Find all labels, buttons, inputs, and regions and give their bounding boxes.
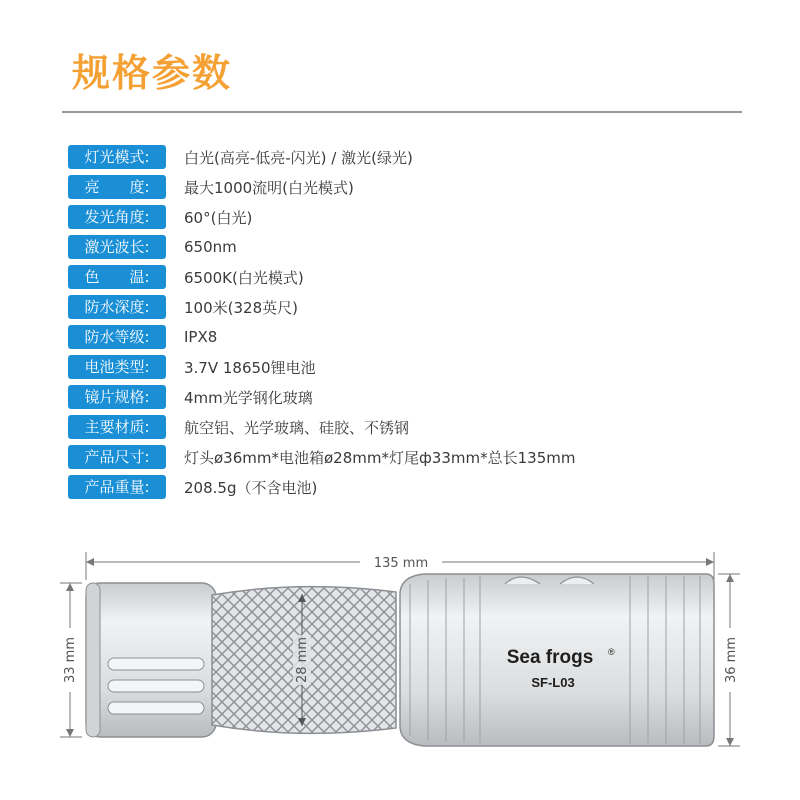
brand-logo: Sea frogs: [506, 647, 594, 668]
spec-value: 3.7V 18650锂电池: [184, 358, 316, 377]
body-diameter-label: 28 mm: [295, 636, 310, 684]
brand-registered-mark: ®: [608, 647, 615, 657]
spec-label: 主要材质:: [68, 415, 166, 439]
spec-label: 产品重量:: [68, 475, 166, 499]
spec-value: 4mm光学钢化玻璃: [184, 388, 313, 407]
spec-row: [68, 382, 748, 412]
spec-label: 电池类型:: [68, 355, 166, 379]
spec-row: [68, 172, 748, 202]
spec-row: [68, 472, 748, 502]
spec-row: [68, 232, 748, 262]
spec-value: 最大1000流明(白光模式): [184, 178, 354, 197]
spec-row: [68, 442, 748, 472]
head-diameter-dimension: [718, 574, 740, 746]
length-label: 135 mm: [373, 556, 429, 571]
spec-label: 色 温:: [68, 265, 166, 289]
tail-diameter-dimension: [60, 583, 82, 737]
spec-label: 防水等级:: [68, 325, 166, 349]
spec-value: 白光(高亮-低亮-闪光) / 激光(绿光): [184, 148, 413, 167]
model-label: SF-L03: [531, 675, 575, 690]
spec-label: 激光波长:: [68, 235, 166, 259]
head-diameter-label: 36 mm: [724, 636, 739, 684]
spec-label: 亮 度:: [68, 175, 166, 199]
spec-value: 航空铝、光学玻璃、硅胶、不锈钢: [184, 418, 410, 437]
tail-cap: [86, 583, 216, 737]
title-divider: [62, 111, 742, 113]
spec-row: [68, 202, 748, 232]
battery-body: [212, 587, 396, 734]
spec-value: 100米(328英尺): [184, 298, 298, 317]
spec-value: IPX8: [184, 328, 218, 346]
spec-row: [68, 322, 748, 352]
spec-value: 灯头ø36mm*电池箱ø28mm*灯尾ф33mm*总长135mm: [184, 448, 576, 467]
spec-value: 6500K(白光模式): [184, 268, 304, 287]
spec-row: [68, 262, 748, 292]
spec-value: 650nm: [184, 238, 237, 256]
spec-label: 镜片规格:: [68, 385, 166, 409]
spec-row: [68, 352, 748, 382]
spec-row: [68, 292, 748, 322]
spec-table: [68, 142, 748, 502]
spec-label: 产品尺寸:: [68, 445, 166, 469]
flashlight-dimension-drawing: [0, 540, 800, 800]
page-title: 规格参数: [72, 51, 233, 95]
spec-label: 防水深度:: [68, 295, 166, 319]
spec-row: [68, 142, 748, 172]
spec-label: 发光角度:: [68, 205, 166, 229]
spec-row: [68, 412, 748, 442]
spec-value: 60°(白光): [184, 208, 253, 227]
spec-label: 灯光模式:: [68, 145, 166, 169]
flashlight-head: [400, 574, 714, 746]
tail-diameter-label: 33 mm: [63, 636, 78, 684]
spec-value: 208.5g（不含电池): [184, 478, 318, 497]
